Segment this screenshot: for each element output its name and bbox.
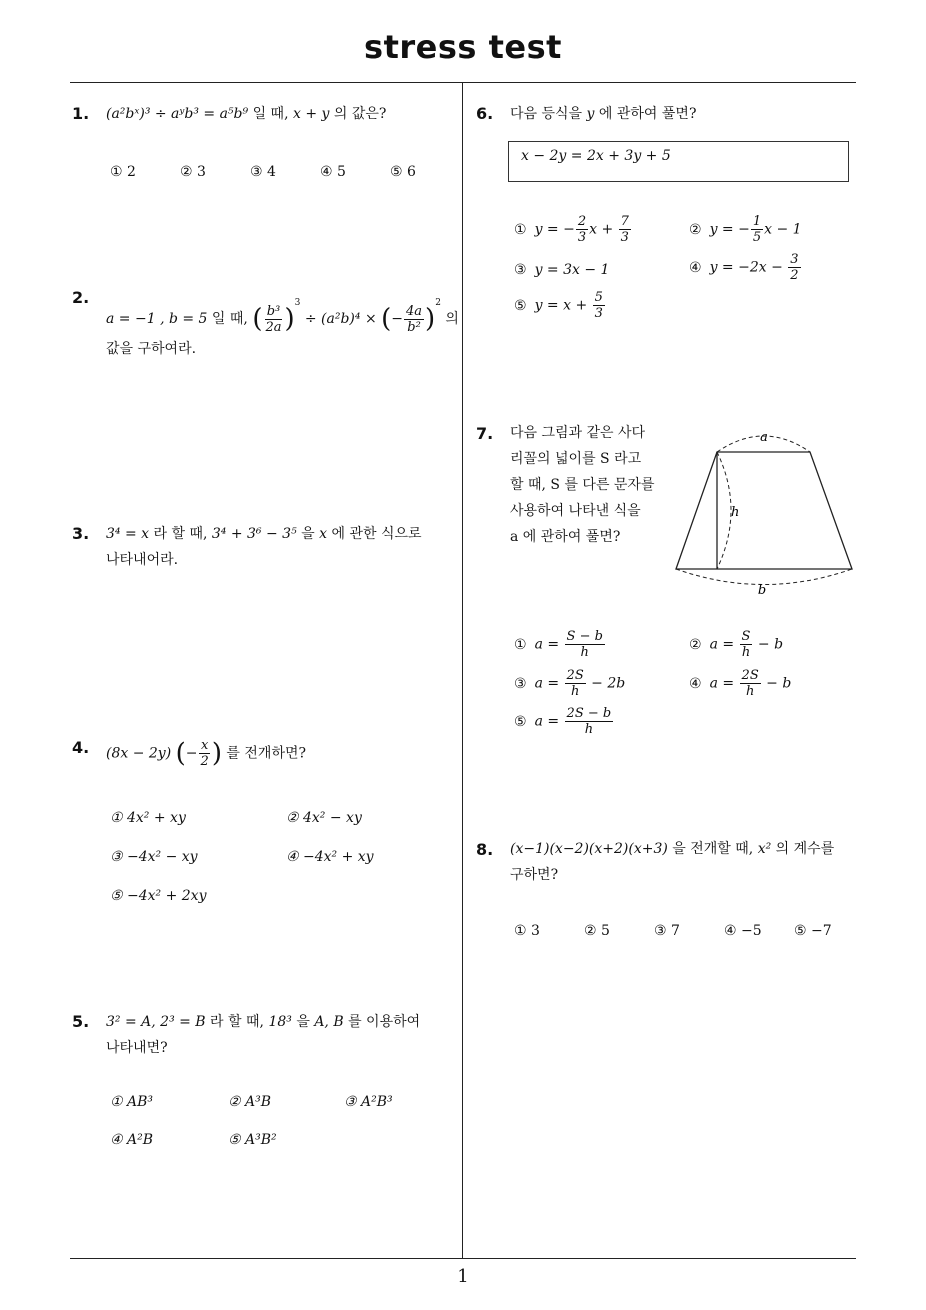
question-number: 6.	[476, 104, 494, 123]
top-rule	[70, 82, 856, 83]
option-1[interactable]: ① a = $\frac{S - b}{h}$	[514, 629, 603, 660]
option-2[interactable]: ② 5	[584, 923, 610, 939]
question-number: 4.	[72, 738, 90, 757]
question-number: 2.	[72, 288, 90, 307]
label-h: h	[731, 505, 740, 520]
option-2[interactable]: ② a = $\frac{S}{h}$ − b	[689, 629, 784, 660]
question-text-line2: 나타내어라.	[106, 552, 179, 568]
option-3[interactable]: ③ A²B³	[344, 1094, 393, 1110]
option-1[interactable]: ① 3	[514, 923, 540, 939]
question-text: 다음 그림과 같은 사다 리꼴의 넓이를 S 라고 할 때, S 를 다른 문자를 사용하여 나타낸 식을 a 에 관하여 풀면?	[510, 425, 655, 545]
option-3[interactable]: ③ −4x² − xy	[110, 849, 198, 865]
label-a: a	[760, 430, 768, 445]
option-1[interactable]: ① 4x² + xy	[110, 810, 186, 826]
question-text: 3⁴ = x 라 할 때, 3⁴ + 3⁶ − 3⁵ 을 x 에 관한 식으로	[106, 526, 422, 542]
bottom-rule	[70, 1258, 856, 1259]
question-number: 3.	[72, 524, 90, 543]
option-5[interactable]: ⑤ a = $\frac{2S - b}{h}$	[514, 706, 612, 737]
height-brace	[717, 452, 731, 569]
option-4[interactable]: ④ 5	[320, 164, 346, 180]
option-2[interactable]: ② A³B	[228, 1094, 272, 1110]
question-text: 3² = A, 2³ = B 라 할 때, 18³ 을 A, B 를 이용하여	[106, 1014, 421, 1030]
option-1[interactable]: ① 2	[110, 164, 136, 180]
question-number: 7.	[476, 424, 494, 443]
option-2[interactable]: ② 3	[180, 164, 206, 180]
option-3[interactable]: ③ y = 3x − 1	[514, 262, 610, 278]
question-text: (x−1)(x−2)(x+2)(x+3) 을 전개할 때, x² 의 계수를	[510, 841, 835, 857]
option-1[interactable]: ① y = − $\frac{2}{3}$ x + $\frac{7}{3}$	[514, 214, 629, 245]
option-3[interactable]: ③ 4	[250, 164, 276, 180]
option-2[interactable]: ② 4x² − xy	[286, 810, 362, 826]
label-b: b	[757, 583, 767, 598]
question-number: 5.	[72, 1012, 90, 1031]
equation-box: x − 2y = 2x + 3y + 5	[508, 141, 849, 182]
option-5[interactable]: ⑤ A³B²	[228, 1132, 277, 1148]
option-1[interactable]: ① AB³	[110, 1094, 154, 1110]
option-4[interactable]: ④ −4x² + xy	[286, 849, 374, 865]
option-2[interactable]: ② y = − $\frac{1}{5}$ x − 1	[689, 214, 802, 245]
trapezoid-shape	[676, 452, 852, 569]
option-5[interactable]: ⑤ −4x² + 2xy	[110, 888, 207, 904]
option-4[interactable]: ④ A²B	[110, 1132, 154, 1148]
question-text: 다음 등식을 y 에 관하여 풀면?	[510, 106, 697, 122]
question-text: (a²bˣ)³ ÷ aʸb³ = a⁵b⁹ 일 때, x + y 의 값은?	[106, 106, 387, 122]
question-text-line2: 값을 구하여라.	[106, 341, 197, 357]
option-3[interactable]: ③ a = $\frac{2S}{h}$ − 2b	[514, 668, 626, 699]
option-4[interactable]: ④ −5	[724, 923, 762, 939]
question-number: 8.	[476, 840, 494, 859]
question-text: (8x − 2y) (− $\frac{x}{2}$ ) 를 전개하면?	[106, 738, 306, 769]
page-number: 1	[457, 1266, 469, 1287]
option-5[interactable]: ⑤ 6	[390, 164, 416, 180]
option-3[interactable]: ③ 7	[654, 923, 680, 939]
option-4[interactable]: ④ y = −2x − $\frac{3}{2}$	[689, 252, 799, 283]
question-number: 1.	[72, 104, 90, 123]
option-5[interactable]: ⑤ y = x + $\frac{5}{3}$	[514, 290, 603, 321]
trapezoid-figure	[670, 424, 860, 600]
question-text-line2: 구하면?	[510, 867, 559, 883]
question-text-line2: 나타내면?	[106, 1040, 168, 1056]
question-text: a = −1 , b = 5 일 때, ( $\frac{\text{b³}}{2a}$ )$^3$ ÷ (a²b)⁴ × (− $\frac{4a}{\text{b²}}$ )$^2$ 의	[106, 298, 459, 335]
column-divider	[462, 83, 463, 1259]
page-title: stress test	[364, 28, 562, 66]
option-5[interactable]: ⑤ −7	[794, 923, 832, 939]
option-4[interactable]: ④ a = $\frac{2S}{h}$ − b	[689, 668, 792, 699]
